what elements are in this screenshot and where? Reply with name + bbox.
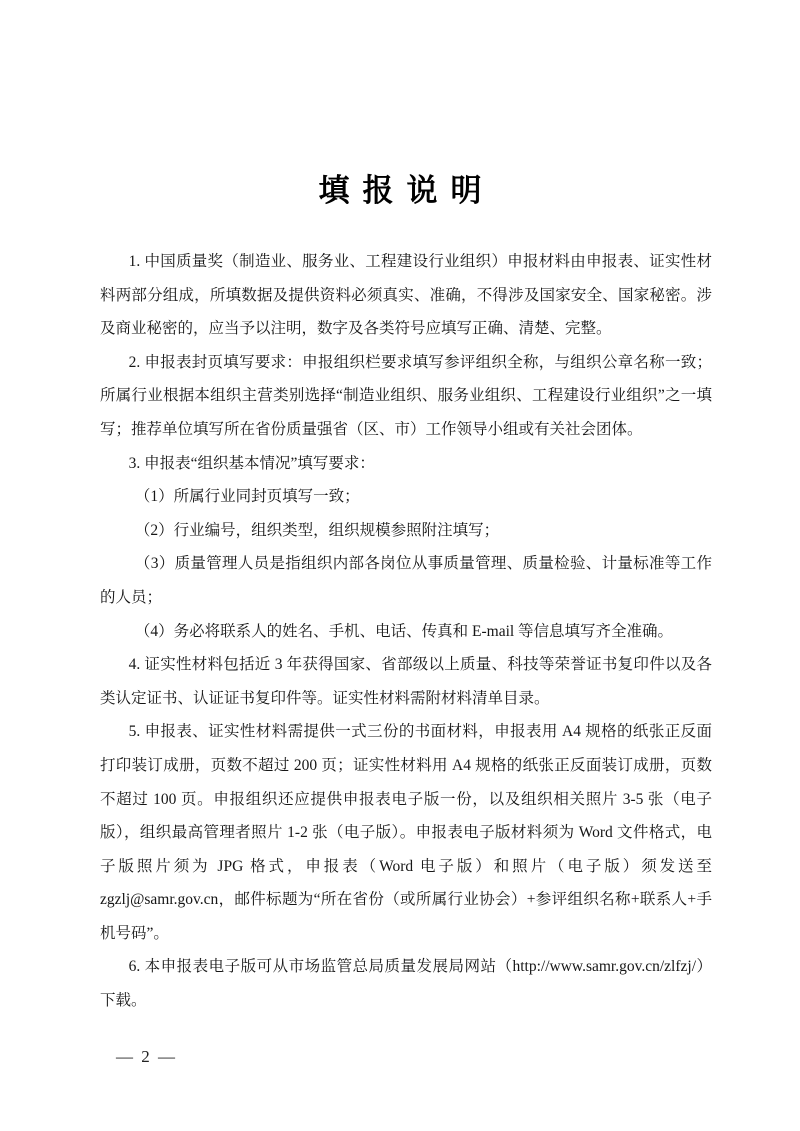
instruction-subitem-3-2: （2）行业编号，组织类型，组织规模参照附注填写； xyxy=(134,521,500,539)
page-title: 填报说明 xyxy=(318,173,495,208)
instruction-paragraph-5: 5. 申报表、证实性材料需提供一式三份的书面材料，申报表用 A4 规格的纸张正反面打印装订成册，页数不超过 200 页；证实性材料用 A4 规格的纸张正反面装订成册，页数不超过 100 页。申报组织还应提供申报表电子版一份，以及组织相关照片 3-5 张（电子版），组织最高管理者照片 1-2 张（电子版）。申报表电子版材料须为 Word 文件格式，电子版照片须为 JPG 格式，申报表（Word 电子版）和照片（电子版）须发送至 zgzlj@samr.gov.cn，邮件标题为“所在省份（或所属行业协会）+参评组织名称+联系人+手机号码”。 xyxy=(100,723,712,942)
instruction-paragraph-1: 1. 中国质量奖（制造业、服务业、工程建设行业组织）申报材料由申报表、证实性材料两部分组成，所填数据及提供资料必须真实、准确，不得涉及国家安全、国家秘密。涉及商业秘密的，应当予以注明，数字及各类符号应填写正确、清楚、完整。 xyxy=(100,253,712,338)
instructions-body xyxy=(100,245,712,1018)
instruction-paragraph-3: 3. 申报表“组织基本情况”填写要求： xyxy=(128,454,375,472)
instruction-subitem-3-4: （4）务必将联系人的姓名、手机、电话、传真和 E-mail 等信息填写齐全准确。 xyxy=(134,622,674,640)
instruction-paragraph-2: 2. 申报表封页填写要求：申报组织栏要求填写参评组织全称，与组织公章名称一致；所属行业根据本组织主营类别选择“制造业组织、服务业组织、工程建设行业组织”之一填写；推荐单位填写所在省份质量强省（区、市）工作领导小组或有关社会团体。 xyxy=(100,353,712,438)
instruction-subitem-3-3: （3）质量管理人员是指组织内部各岗位从事质量管理、质量检验、计量标准等工作的人员； xyxy=(100,555,712,606)
instruction-paragraph-4: 4. 证实性材料包括近 3 年获得国家、省部级以上质量、科技等荣誉证书复印件以及各类认定证书、认证证书复印件等。证实性材料需附材料清单目录。 xyxy=(100,656,712,707)
page-number: — 2 — xyxy=(116,1047,177,1066)
instruction-paragraph-6: 6. 本申报表电子版可从市场监管总局质量发展局网站（http://www.samr.gov.cn/zlfzj/）下载。 xyxy=(100,958,712,1010)
instruction-subitem-3-1: （1）所属行业同封页填写一致； xyxy=(134,488,360,506)
